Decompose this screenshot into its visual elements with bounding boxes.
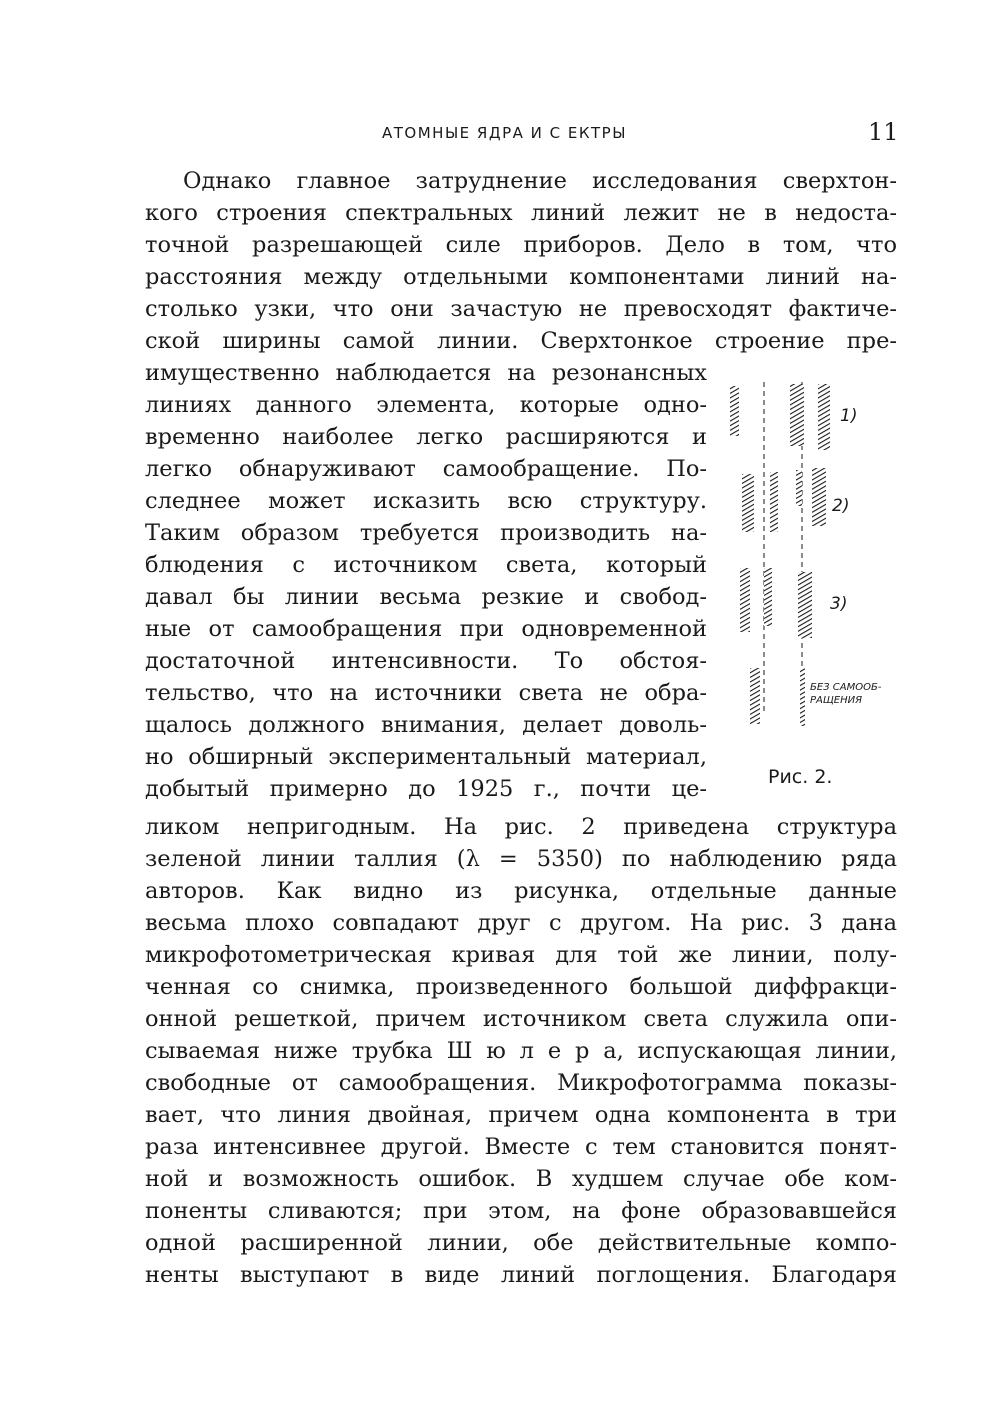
spectral-line-4 (750, 668, 760, 724)
text-line: Таким образом требуется производить на- (145, 520, 707, 546)
text-line: ные от самообращения при одновременной (145, 616, 707, 642)
text-line: линиях данного элемента, которые одно- (145, 392, 707, 418)
text-line: щалось должного внимания, делает доволь- (145, 712, 707, 738)
text-line: блюдения с источником света, который (145, 552, 707, 578)
text-line: но обширный экспериментальный материал, (145, 744, 707, 770)
text-line: ской ширины самой линии. Сверхтонкое строение пре- (145, 328, 897, 354)
text-line: давал бы линии весьма резкие и свобод- (145, 584, 707, 610)
text-line: онной решеткой, причем источником света служила опи- (145, 1006, 897, 1032)
text-line: достаточной интенсивности. То обстоя- (145, 648, 707, 674)
text-line: столько узки, что они зачастую не превосходят фактиче- (145, 296, 897, 322)
text-line: авторов. Как видно из рисунка, отдельные данные (145, 878, 897, 904)
text-line: микрофотометрическая кривая для той же линии, полу- (145, 942, 897, 968)
figure-note: БЕЗ САМООБ-РАЩЕНИЯ (810, 682, 882, 706)
text-line: Однако главное затруднение исследования сверхтон- (183, 168, 897, 194)
figure-label: 2) (832, 496, 850, 516)
spectral-line-3 (764, 568, 772, 626)
spectral-line-1 (730, 386, 739, 436)
text-line: временно наиболее легко расширяются и (145, 424, 707, 450)
text-line: раза интенсивнее другой. Вместе с тем становится понят- (145, 1134, 897, 1160)
text-line: зеленой линии таллия (λ = 5350) по наблюдению ряда (145, 846, 897, 872)
figure-spectral-lines (718, 372, 898, 812)
text-line: имущественно наблюдается на резонансных (145, 360, 707, 386)
text-line: поненты сливаются; при этом, на фоне образовавшейся (145, 1198, 897, 1224)
spectral-line-1 (818, 384, 830, 450)
spectral-line-3 (798, 572, 812, 638)
spectral-line-3 (740, 568, 750, 632)
text-line: легко обнаруживают самообращение. По- (145, 456, 707, 482)
text-line: следнее может исказить всю структуру. (145, 488, 707, 514)
text-line: расстояния между отдельными компонентами линий на- (145, 264, 897, 290)
spectral-line-2 (742, 474, 754, 532)
text-line: одной расширенной линии, обе действительные компо- (145, 1230, 897, 1256)
figure-label: 1) (840, 406, 858, 426)
text-line: точной разрешающей силе приборов. Дело в том, что (145, 232, 897, 258)
text-line: свободные от самообращения. Микрофотограмма показы- (145, 1070, 897, 1096)
spectral-lines-illustration (718, 372, 898, 812)
text-line: вает, что линия двойная, причем одна компонента в три (145, 1102, 897, 1128)
text-line: ликом непригодным. На рис. 2 приведена структура (145, 814, 897, 840)
text-line: ненты выступают в виде линий поглощения. Благодаря (145, 1262, 897, 1288)
figure-caption: Рис. 2. (768, 766, 833, 788)
spectral-line-4 (800, 668, 805, 726)
text-line: кого строения спектральных линий лежит не в недоста- (145, 200, 897, 226)
text-line: сываемая ниже трубка Ш ю л е р а, испускающая линии, (145, 1038, 897, 1064)
text-line: тельство, что на источники света не обра- (145, 680, 707, 706)
spectral-line-2 (796, 470, 802, 506)
text-line: ной и возможность ошибок. В худшем случае обе ком- (145, 1166, 897, 1192)
spectral-line-1 (790, 384, 804, 446)
text-line: весьма плохо совпадают друг с другом. На рис. 3 дана (145, 910, 897, 936)
text-line: ченная со снимка, произведенного большой диффракци- (145, 974, 897, 1000)
spectral-line-2 (770, 472, 778, 532)
figure-label: 3) (830, 594, 848, 614)
page-number: 11 (868, 118, 899, 146)
running-title: АТОМНЫЕ ЯДРА И С ЕКТРЫ (382, 124, 627, 142)
text-line: добытый примерно до 1925 г., почти це- (145, 776, 707, 802)
spectral-line-2 (812, 468, 826, 526)
